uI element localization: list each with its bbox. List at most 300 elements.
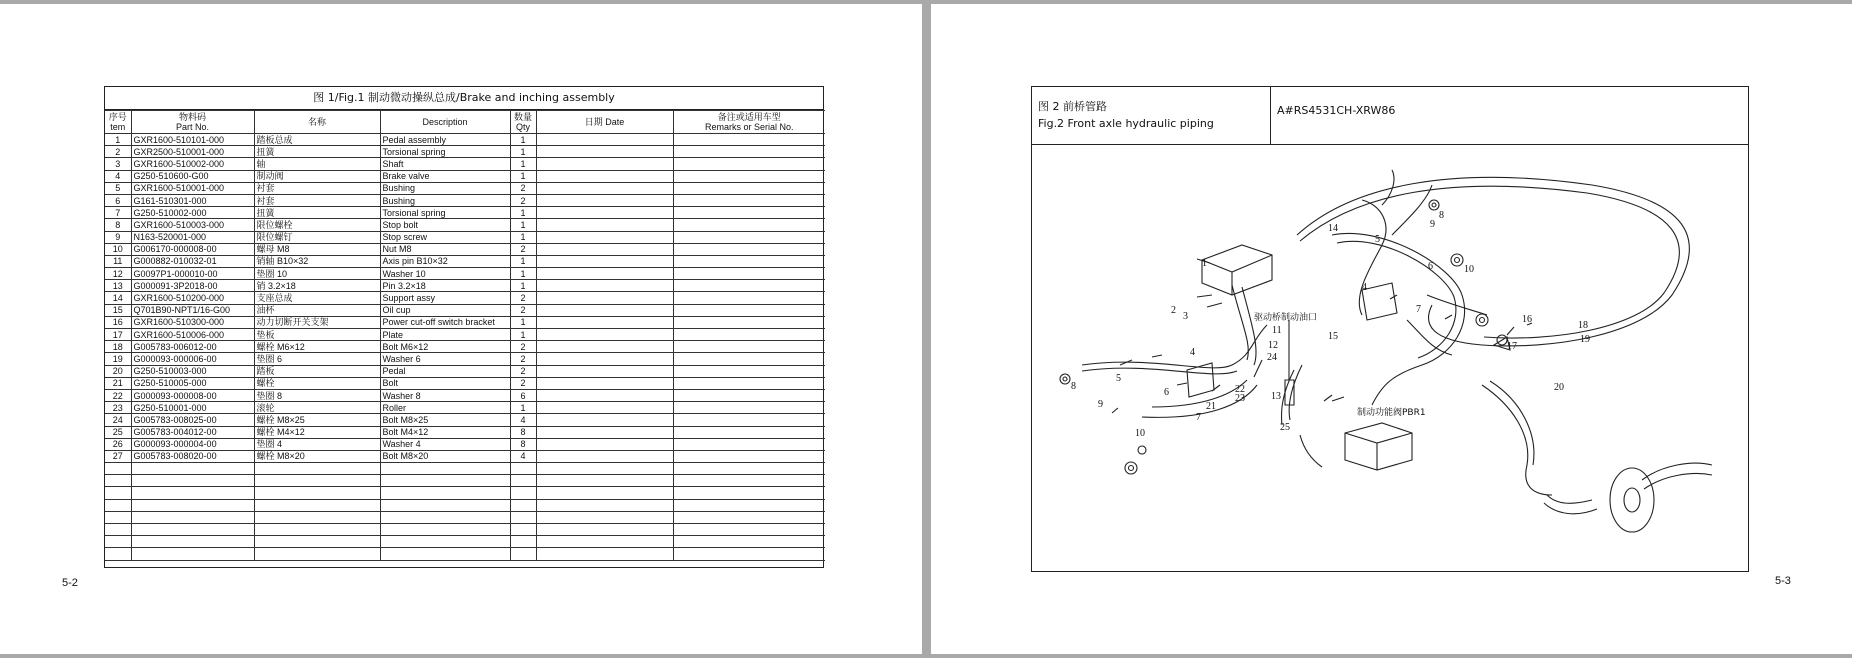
cell-remarks <box>673 414 825 426</box>
cell-description: Bolt M8×25 <box>380 414 510 426</box>
callout-3: 3 <box>1183 311 1188 322</box>
cell-qty <box>510 548 536 560</box>
cell-name <box>254 524 380 536</box>
cell-date <box>536 536 673 548</box>
table-row <box>105 426 825 438</box>
cell-date <box>536 475 673 487</box>
table-row <box>105 182 825 194</box>
cell-qty: 4 <box>510 450 536 462</box>
callout-10-right: 10 <box>1464 264 1474 275</box>
cell-item-no: 24 <box>105 414 131 426</box>
cell-qty <box>510 536 536 548</box>
callout-9-left: 9 <box>1098 399 1103 410</box>
parts-list-table-frame <box>104 86 824 568</box>
cell-remarks <box>673 182 825 194</box>
cell-remarks <box>673 341 825 353</box>
cell-item-no: 14 <box>105 292 131 304</box>
cell-item-no: 21 <box>105 377 131 389</box>
cell-date <box>536 219 673 231</box>
cell-part-no: GXR2500-510001-000 <box>131 146 254 158</box>
cell-date <box>536 426 673 438</box>
cell-description: Stop bolt <box>380 219 510 231</box>
cell-name: 支座总成 <box>254 292 380 304</box>
table-row <box>105 194 825 206</box>
table-row <box>105 207 825 219</box>
cell-qty <box>510 487 536 499</box>
cell-part-no: Q701B90-NPT1/16-G00 <box>131 304 254 316</box>
cell-description: Torsional spring <box>380 146 510 158</box>
table-row <box>105 487 825 499</box>
cell-part-no: GXR1600-510002-000 <box>131 158 254 170</box>
cell-name: 螺母 M8 <box>254 243 380 255</box>
cell-part-no <box>131 511 254 523</box>
cell-name: 踏板总成 <box>254 134 380 146</box>
cell-remarks <box>673 316 825 328</box>
callout-5-left: 5 <box>1116 373 1121 384</box>
cell-part-no: GXR1600-510101-000 <box>131 134 254 146</box>
cell-name: 动力切断开关支架 <box>254 316 380 328</box>
header-name: 名称 <box>254 111 380 134</box>
page-number: 5-3 <box>1775 575 1791 587</box>
cell-item-no: 26 <box>105 438 131 450</box>
cell-remarks <box>673 463 825 475</box>
left-page <box>0 4 922 654</box>
cell-item-no <box>105 524 131 536</box>
cell-date <box>536 158 673 170</box>
cell-name <box>254 548 380 560</box>
cell-name <box>254 536 380 548</box>
cell-description: Bushing <box>380 194 510 206</box>
header-date: 日期 Date <box>536 111 673 134</box>
cell-qty: 1 <box>510 280 536 292</box>
cell-description <box>380 487 510 499</box>
cell-name: 销 3.2×18 <box>254 280 380 292</box>
cell-part-no: G161-510301-000 <box>131 194 254 206</box>
cell-description <box>380 548 510 560</box>
callout-7-left: 7 <box>1196 412 1201 423</box>
cell-name <box>254 475 380 487</box>
cell-remarks <box>673 304 825 316</box>
cell-description: Brake valve <box>380 170 510 182</box>
cell-name: 销轴 B10×32 <box>254 255 380 267</box>
cell-part-no <box>131 487 254 499</box>
cell-item-no: 13 <box>105 280 131 292</box>
cell-remarks <box>673 426 825 438</box>
table-row <box>105 377 825 389</box>
cell-remarks <box>673 255 825 267</box>
cell-name <box>254 511 380 523</box>
callout-18: 18 <box>1578 320 1588 331</box>
cell-description: Plate <box>380 329 510 341</box>
cell-description: Bolt <box>380 377 510 389</box>
cell-item-no: 20 <box>105 365 131 377</box>
cell-item-no: 10 <box>105 243 131 255</box>
cell-qty: 1 <box>510 231 536 243</box>
cell-item-no: 5 <box>105 182 131 194</box>
cell-name: 踏板 <box>254 365 380 377</box>
cell-remarks <box>673 475 825 487</box>
cell-date <box>536 524 673 536</box>
cell-remarks <box>673 499 825 511</box>
table-row <box>105 524 825 536</box>
cell-name: 扭簧 <box>254 146 380 158</box>
cell-remarks <box>673 329 825 341</box>
cell-name: 衬套 <box>254 182 380 194</box>
cell-name: 垫圈 4 <box>254 438 380 450</box>
cell-part-no: G0097P1-000010-00 <box>131 268 254 280</box>
cell-description: Axis pin B10×32 <box>380 255 510 267</box>
cell-qty: 8 <box>510 426 536 438</box>
label-drive-axle-brake-port: 驱动桥制动油口 <box>1254 313 1318 323</box>
cell-qty: 1 <box>510 255 536 267</box>
callout-8-right: 8 <box>1439 210 1444 221</box>
callout-17: 17 <box>1507 341 1517 352</box>
cell-item-no <box>105 463 131 475</box>
cell-description <box>380 463 510 475</box>
cell-description: Washer 6 <box>380 353 510 365</box>
callout-13: 13 <box>1271 391 1281 402</box>
cell-part-no <box>131 475 254 487</box>
parts-table-header <box>105 111 825 134</box>
cell-description: Bolt M8×20 <box>380 450 510 462</box>
cell-date <box>536 207 673 219</box>
table-row <box>105 231 825 243</box>
cell-date <box>536 438 673 450</box>
cell-item-no: 11 <box>105 255 131 267</box>
callout-16: 16 <box>1522 314 1532 325</box>
cell-part-no: G006170-000008-00 <box>131 243 254 255</box>
figure-title-cell <box>1032 87 1271 144</box>
cell-remarks <box>673 194 825 206</box>
cell-date <box>536 402 673 414</box>
cell-item-no <box>105 511 131 523</box>
cell-part-no: G005783-006012-00 <box>131 341 254 353</box>
cell-item-no <box>105 499 131 511</box>
cell-part-no: GXR1600-510006-000 <box>131 329 254 341</box>
cell-name: 轴 <box>254 158 380 170</box>
cell-part-no: G250-510600-G00 <box>131 170 254 182</box>
cell-date <box>536 329 673 341</box>
cell-name: 螺栓 M8×25 <box>254 414 380 426</box>
cell-qty: 1 <box>510 329 536 341</box>
parts-table <box>105 110 825 561</box>
cell-qty: 1 <box>510 134 536 146</box>
table-row <box>105 316 825 328</box>
cell-qty: 6 <box>510 389 536 401</box>
cell-date <box>536 365 673 377</box>
cell-date <box>536 194 673 206</box>
cell-qty: 2 <box>510 377 536 389</box>
cell-qty: 2 <box>510 292 536 304</box>
cell-description: Washer 8 <box>380 389 510 401</box>
table-row <box>105 463 825 475</box>
cell-description: Washer 4 <box>380 438 510 450</box>
cell-part-no: G000882-010032-01 <box>131 255 254 267</box>
cell-description: Oil cup <box>380 304 510 316</box>
table-row <box>105 304 825 316</box>
cell-remarks <box>673 268 825 280</box>
callout-19: 19 <box>1580 334 1590 345</box>
cell-item-no: 23 <box>105 402 131 414</box>
cell-remarks <box>673 487 825 499</box>
cell-item-no: 12 <box>105 268 131 280</box>
cell-date <box>536 182 673 194</box>
cell-remarks <box>673 158 825 170</box>
label-brake-function-valve: 制动功能阀PBR1 <box>1357 408 1426 418</box>
cell-date <box>536 487 673 499</box>
cell-part-no <box>131 548 254 560</box>
table-row <box>105 475 825 487</box>
cell-date <box>536 316 673 328</box>
cell-description: Pin 3.2×18 <box>380 280 510 292</box>
cell-item-no: 15 <box>105 304 131 316</box>
parts-table-title: 图 1/Fig.1 制动微动操纵总成/Brake and inching assembly <box>105 87 823 110</box>
cell-date <box>536 353 673 365</box>
cell-qty: 2 <box>510 341 536 353</box>
cell-item-no: 22 <box>105 389 131 401</box>
callout-6-right: 6 <box>1428 261 1433 272</box>
table-row <box>105 243 825 255</box>
table-row <box>105 511 825 523</box>
cell-qty: 1 <box>510 146 536 158</box>
cell-qty: 2 <box>510 194 536 206</box>
cell-item-no: 16 <box>105 316 131 328</box>
cell-description: Power cut-off switch bracket <box>380 316 510 328</box>
cell-qty: 1 <box>510 268 536 280</box>
cell-remarks <box>673 207 825 219</box>
cell-item-no: 1 <box>105 134 131 146</box>
table-row <box>105 329 825 341</box>
cell-description <box>380 524 510 536</box>
cell-item-no <box>105 475 131 487</box>
cell-remarks <box>673 548 825 560</box>
callout-8-left: 8 <box>1071 381 1076 392</box>
cell-part-no: G000093-000004-00 <box>131 438 254 450</box>
cell-remarks <box>673 377 825 389</box>
cell-date <box>536 280 673 292</box>
cell-description: Bushing <box>380 182 510 194</box>
callout-11: 11 <box>1272 325 1282 336</box>
cell-name: 垫圈 8 <box>254 389 380 401</box>
callout-25: 25 <box>1280 422 1290 433</box>
callout-6-left: 6 <box>1164 387 1169 398</box>
callout-12: 12 <box>1268 340 1278 351</box>
cell-item-no <box>105 548 131 560</box>
cell-date <box>536 548 673 560</box>
cell-part-no <box>131 524 254 536</box>
cell-qty <box>510 475 536 487</box>
cell-name: 螺栓 M4×12 <box>254 426 380 438</box>
cell-item-no <box>105 536 131 548</box>
cell-part-no: G000091-3P2018-00 <box>131 280 254 292</box>
table-row <box>105 170 825 182</box>
table-row <box>105 414 825 426</box>
cell-date <box>536 146 673 158</box>
cell-description: Bolt M6×12 <box>380 341 510 353</box>
table-row <box>105 255 825 267</box>
table-row <box>105 389 825 401</box>
cell-date <box>536 377 673 389</box>
cell-name: 垫圈 6 <box>254 353 380 365</box>
header-qty: 数量 Qty <box>510 111 536 134</box>
cell-description: Stop screw <box>380 231 510 243</box>
cell-date <box>536 255 673 267</box>
cell-description <box>380 536 510 548</box>
cell-date <box>536 268 673 280</box>
table-row <box>105 146 825 158</box>
cell-part-no: G005783-008020-00 <box>131 450 254 462</box>
cell-item-no: 17 <box>105 329 131 341</box>
cell-name: 限位螺钉 <box>254 231 380 243</box>
cell-description: Support assy <box>380 292 510 304</box>
cell-item-no: 7 <box>105 207 131 219</box>
callout-10-left: 10 <box>1135 428 1145 439</box>
cell-name <box>254 499 380 511</box>
callout-4-left: 4 <box>1190 347 1195 358</box>
cell-qty: 2 <box>510 182 536 194</box>
table-row <box>105 536 825 548</box>
figure-title-cn: 图 2 前桥管路 <box>1038 100 1107 113</box>
cell-remarks <box>673 231 825 243</box>
cell-item-no: 6 <box>105 194 131 206</box>
cell-remarks <box>673 524 825 536</box>
cell-part-no: G250-510005-000 <box>131 377 254 389</box>
cell-qty: 1 <box>510 316 536 328</box>
cell-date <box>536 292 673 304</box>
cell-name: 制动阀 <box>254 170 380 182</box>
cell-name <box>254 487 380 499</box>
cell-qty: 1 <box>510 207 536 219</box>
cell-item-no: 8 <box>105 219 131 231</box>
cell-remarks <box>673 511 825 523</box>
table-row <box>105 134 825 146</box>
cell-part-no: G000093-000006-00 <box>131 353 254 365</box>
cell-remarks <box>673 353 825 365</box>
cell-part-no: G250-510001-000 <box>131 402 254 414</box>
callout-24: 24 <box>1267 352 1277 363</box>
cell-part-no: G005783-008025-00 <box>131 414 254 426</box>
table-row <box>105 353 825 365</box>
cell-item-no: 27 <box>105 450 131 462</box>
cell-qty: 1 <box>510 219 536 231</box>
cell-date <box>536 463 673 475</box>
cell-qty <box>510 511 536 523</box>
cell-remarks <box>673 389 825 401</box>
header-description: Description <box>380 111 510 134</box>
cell-description <box>380 475 510 487</box>
cell-part-no: N163-520001-000 <box>131 231 254 243</box>
cell-name: 限位螺栓 <box>254 219 380 231</box>
cell-name: 垫板 <box>254 329 380 341</box>
cell-qty: 1 <box>510 158 536 170</box>
cell-remarks <box>673 243 825 255</box>
cell-item-no: 19 <box>105 353 131 365</box>
cell-remarks <box>673 134 825 146</box>
cell-remarks <box>673 450 825 462</box>
table-row <box>105 450 825 462</box>
cell-qty: 2 <box>510 365 536 377</box>
cell-part-no: G250-510003-000 <box>131 365 254 377</box>
table-row <box>105 365 825 377</box>
cell-date <box>536 414 673 426</box>
cell-date <box>536 389 673 401</box>
cell-part-no: GXR1600-510003-000 <box>131 219 254 231</box>
callout-23: 23 <box>1235 393 1245 404</box>
callout-22: 22 <box>1235 384 1245 395</box>
table-row <box>105 268 825 280</box>
header-item-no: 序号 tem <box>105 111 131 134</box>
cell-item-no: 18 <box>105 341 131 353</box>
callout-2: 2 <box>1171 305 1176 316</box>
cell-date <box>536 450 673 462</box>
cell-qty: 2 <box>510 353 536 365</box>
cell-qty: 2 <box>510 243 536 255</box>
cell-name: 扭簧 <box>254 207 380 219</box>
header-part-no: 物料码 Part No. <box>131 111 254 134</box>
table-row <box>105 548 825 560</box>
cell-part-no: GXR1600-510300-000 <box>131 316 254 328</box>
hydraulic-piping-diagram <box>1032 145 1747 569</box>
header-remarks: 备注或适用车型 Remarks or Serial No. <box>673 111 825 134</box>
callout-9-right: 9 <box>1430 219 1435 230</box>
cell-date <box>536 304 673 316</box>
callout-7-right: 7 <box>1416 304 1421 315</box>
cell-name: 螺栓 M8×20 <box>254 450 380 462</box>
cell-part-no: GXR1600-510200-000 <box>131 292 254 304</box>
callout-21: 21 <box>1206 401 1216 412</box>
table-row <box>105 438 825 450</box>
figure-frame <box>1031 86 1749 572</box>
table-row <box>105 219 825 231</box>
cell-part-no <box>131 536 254 548</box>
cell-item-no: 2 <box>105 146 131 158</box>
cell-date <box>536 341 673 353</box>
cell-qty <box>510 524 536 536</box>
figure-title-en: Fig.2 Front axle hydraulic piping <box>1038 117 1214 130</box>
cell-date <box>536 511 673 523</box>
right-page <box>931 4 1852 654</box>
table-row <box>105 341 825 353</box>
cell-remarks <box>673 280 825 292</box>
cell-item-no: 4 <box>105 170 131 182</box>
figure-header <box>1032 87 1748 145</box>
cell-qty: 1 <box>510 402 536 414</box>
cell-item-no: 9 <box>105 231 131 243</box>
cell-remarks <box>673 402 825 414</box>
model-code: A#RS4531CH-XRW86 <box>1277 104 1396 117</box>
callout-4-right: 4 <box>1362 282 1367 293</box>
cell-item-no: 25 <box>105 426 131 438</box>
diagram-callouts <box>1071 210 1590 439</box>
cell-qty <box>510 499 536 511</box>
cell-description: Washer 10 <box>380 268 510 280</box>
cell-date <box>536 499 673 511</box>
cell-qty: 2 <box>510 304 536 316</box>
parts-table-body <box>105 134 825 561</box>
cell-name: 滚轮 <box>254 402 380 414</box>
cell-remarks <box>673 170 825 182</box>
table-row <box>105 292 825 304</box>
cell-name: 螺栓 M6×12 <box>254 341 380 353</box>
cell-name: 油杯 <box>254 304 380 316</box>
cell-item-no <box>105 487 131 499</box>
cell-description <box>380 499 510 511</box>
cell-date <box>536 170 673 182</box>
cell-name: 螺栓 <box>254 377 380 389</box>
cell-part-no: GXR1600-510001-000 <box>131 182 254 194</box>
cell-qty <box>510 463 536 475</box>
cell-part-no: G000093-000008-00 <box>131 389 254 401</box>
